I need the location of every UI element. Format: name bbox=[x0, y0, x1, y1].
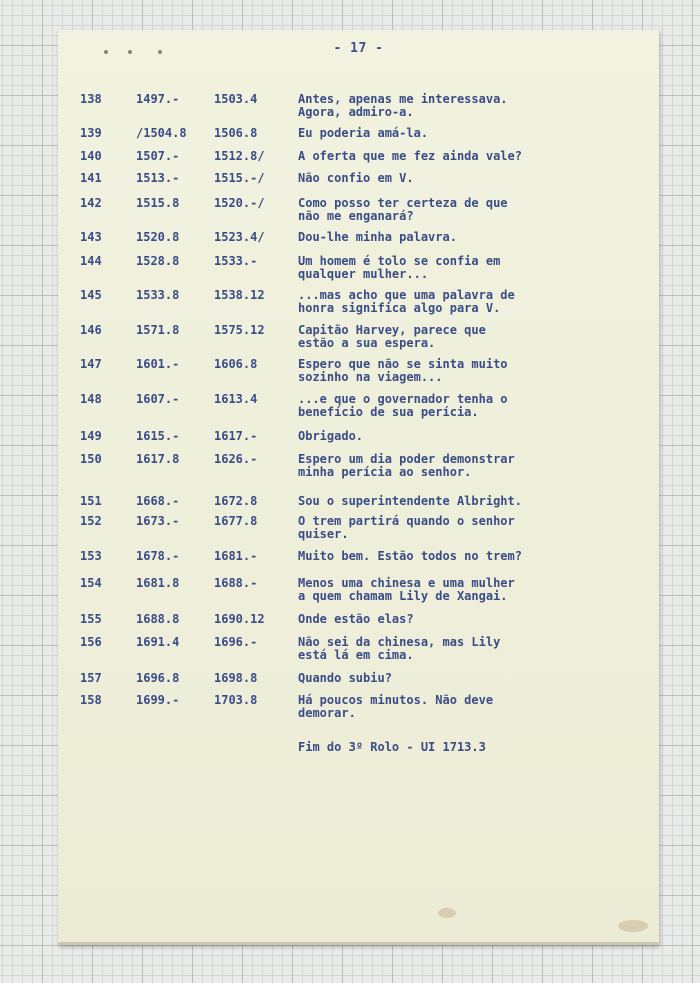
timecode-in: 1497.- bbox=[136, 92, 180, 106]
timecode-in: 1673.- bbox=[136, 514, 180, 528]
timecode-in: 1678.- bbox=[136, 549, 180, 563]
entry-number: 141 bbox=[80, 171, 102, 185]
entry-number: 156 bbox=[80, 635, 102, 649]
entry-number: 153 bbox=[80, 549, 102, 563]
timecode-in: 1688.8 bbox=[136, 612, 180, 626]
subtitle-entry bbox=[58, 358, 659, 388]
entry-number: 150 bbox=[80, 452, 102, 466]
timecode-in: 1696.8 bbox=[136, 671, 180, 685]
subtitle-text: Não sei da chinesa, mas Lily está lá em cima. bbox=[298, 635, 501, 662]
subtitle-entry bbox=[58, 636, 659, 666]
timecode-out: 1506.8 bbox=[214, 126, 258, 140]
timecode-in: 1533.8 bbox=[136, 288, 180, 302]
subtitle-text: Espero um dia poder demonstrar minha perícia ao senhor. bbox=[298, 452, 515, 479]
entry-number: 149 bbox=[80, 429, 102, 443]
subtitle-text: Menos uma chinesa e uma mulher a quem chamam Lily de Xangai. bbox=[298, 576, 515, 603]
timecode-out: 1520.-/ bbox=[214, 196, 265, 210]
entry-number: 148 bbox=[80, 392, 102, 406]
page-number: - 17 - bbox=[333, 41, 384, 56]
subtitle-entry bbox=[58, 694, 659, 724]
end-of-reel-note: Fim do 3º Rolo - UI 1713.3 bbox=[298, 740, 486, 754]
timecode-out: 1672.8 bbox=[214, 494, 258, 508]
entry-number: 142 bbox=[80, 196, 102, 210]
subtitle-text: Eu poderia amá-la. bbox=[298, 126, 429, 140]
timecode-in: 1515.8 bbox=[136, 196, 180, 210]
timecode-in: 1607.- bbox=[136, 392, 180, 406]
subtitle-entry bbox=[58, 197, 659, 227]
entry-number: 140 bbox=[80, 149, 102, 163]
entry-number: 144 bbox=[80, 254, 102, 268]
timecode-out: 1681.- bbox=[214, 549, 258, 563]
subtitle-entry bbox=[58, 324, 659, 354]
timecode-out: 1696.- bbox=[214, 635, 258, 649]
entry-number: 139 bbox=[80, 126, 102, 140]
typewritten-sheet bbox=[58, 30, 659, 945]
entry-number: 151 bbox=[80, 494, 102, 508]
subtitle-entry bbox=[58, 289, 659, 319]
entry-number: 146 bbox=[80, 323, 102, 337]
timecode-out: 1698.8 bbox=[214, 671, 258, 685]
timecode-in: /1504.8 bbox=[136, 126, 187, 140]
entry-number: 157 bbox=[80, 671, 102, 685]
subtitle-text: Onde estão elas? bbox=[298, 612, 414, 626]
subtitle-entry bbox=[58, 255, 659, 285]
timecode-in: 1528.8 bbox=[136, 254, 180, 268]
timecode-in: 1691.4 bbox=[136, 635, 180, 649]
subtitle-text: Sou o superintendente Albright. bbox=[298, 494, 522, 508]
timecode-out: 1677.8 bbox=[214, 514, 258, 528]
subtitle-entry bbox=[58, 393, 659, 423]
timecode-in: 1571.8 bbox=[136, 323, 180, 337]
subtitle-text: Um homem é tolo se confia em qualquer mulher... bbox=[298, 254, 501, 281]
subtitle-entry bbox=[58, 453, 659, 483]
subtitle-text: Quando subiu? bbox=[298, 671, 392, 685]
subtitle-text: Espero que não se sinta muito sozinho na viagem... bbox=[298, 357, 508, 384]
subtitle-text: Não confio em V. bbox=[298, 171, 414, 185]
entry-number: 155 bbox=[80, 612, 102, 626]
timecode-in: 1601.- bbox=[136, 357, 180, 371]
subtitle-text: ...e que o governador tenha o benefício de sua perícia. bbox=[298, 392, 508, 419]
entry-number: 158 bbox=[80, 693, 102, 707]
subtitle-entry bbox=[58, 577, 659, 607]
timecode-out: 1533.- bbox=[214, 254, 258, 268]
entry-number: 145 bbox=[80, 288, 102, 302]
timecode-out: 1575.12 bbox=[214, 323, 265, 337]
timecode-in: 1507.- bbox=[136, 149, 180, 163]
timecode-out: 1617.- bbox=[214, 429, 258, 443]
entry-number: 152 bbox=[80, 514, 102, 528]
subtitle-entry bbox=[58, 515, 659, 545]
subtitle-text: Capitão Harvey, parece que estão a sua espera. bbox=[298, 323, 486, 350]
subtitle-text: Antes, apenas me interessava. Agora, admiro-a. bbox=[298, 92, 508, 119]
timecode-in: 1699.- bbox=[136, 693, 180, 707]
timecode-in: 1681.8 bbox=[136, 576, 180, 590]
paper-stain bbox=[438, 908, 456, 918]
timecode-out: 1523.4/ bbox=[214, 230, 265, 244]
timecode-in: 1617.8 bbox=[136, 452, 180, 466]
timecode-out: 1538.12 bbox=[214, 288, 265, 302]
entry-number: 147 bbox=[80, 357, 102, 371]
timecode-in: 1615.- bbox=[136, 429, 180, 443]
timecode-out: 1613.4 bbox=[214, 392, 258, 406]
subtitle-text: Muito bem. Estão todos no trem? bbox=[298, 549, 522, 563]
timecode-out: 1606.8 bbox=[214, 357, 258, 371]
timecode-out: 1688.- bbox=[214, 576, 258, 590]
timecode-out: 1626.- bbox=[214, 452, 258, 466]
subtitle-text: Obrigado. bbox=[298, 429, 364, 443]
timecode-in: 1668.- bbox=[136, 494, 180, 508]
subtitle-entry bbox=[58, 93, 659, 123]
subtitle-text: Há poucos minutos. Não deve demorar. bbox=[298, 693, 494, 720]
entry-number: 143 bbox=[80, 230, 102, 244]
timecode-out: 1515.-/ bbox=[214, 171, 265, 185]
entry-number: 154 bbox=[80, 576, 102, 590]
timecode-out: 1690.12 bbox=[214, 612, 265, 626]
timecode-in: 1513.- bbox=[136, 171, 180, 185]
timecode-in: 1520.8 bbox=[136, 230, 180, 244]
subtitle-text: ...mas acho que uma palavra de honra significa algo para V. bbox=[298, 288, 515, 315]
entry-number: 138 bbox=[80, 92, 102, 106]
subtitle-text: A oferta que me fez ainda vale? bbox=[298, 149, 522, 163]
timecode-out: 1512.8/ bbox=[214, 149, 265, 163]
timecode-out: 1703.8 bbox=[214, 693, 258, 707]
timecode-out: 1503.4 bbox=[214, 92, 258, 106]
paper-stain bbox=[618, 920, 648, 932]
subtitle-text: Dou-lhe minha palavra. bbox=[298, 230, 457, 244]
subtitle-text: O trem partirá quando o senhor quiser. bbox=[298, 514, 515, 541]
subtitle-text: Como posso ter certeza de que não me enganará? bbox=[298, 196, 508, 223]
